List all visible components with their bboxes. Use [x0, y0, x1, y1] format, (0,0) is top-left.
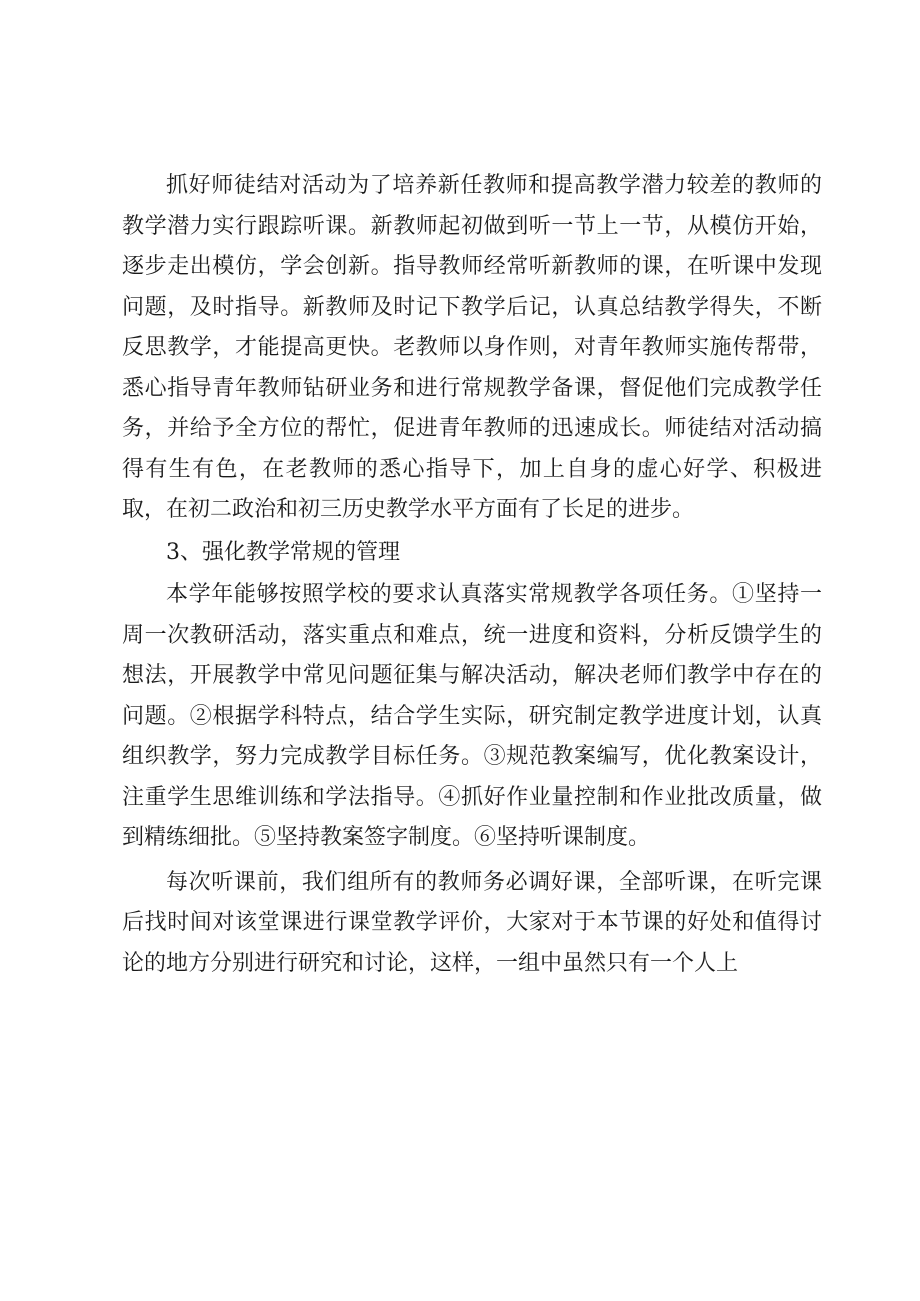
paragraph-teaching-tasks: 本学年能够按照学校的要求认真落实常规教学各项任务。①坚持一周一次教研活动，落实重点和难点，统一进度和资料，分析反馈学生的想法，开展教学中常见问题征集与解决活动，解决老师们教学中存在的问题。②根据学科特点，结合学生实际，研究制定教学进度计划，认真组织教学，努力完成教学目标任务。③规范教案编写，优化教案设计，注重学生思维训练和学法指导。④抓好作业量控制和作业批改质量，做到精练细批。⑤坚持教案签字制度。⑥坚持听课制度。 [122, 582, 822, 850]
paragraph-mentorship: 抓好师徒结对活动为了培养新任教师和提高教学潜力较差的教师的教学潜力实行跟踪听课。新教师起初做到听一节上一节，从模仿开始，逐步走出模仿，学会创新。指导教师经常听新教师的课，在听课中发现问题，及时指导。新教师及时记下教学后记，认真总结教学得失，不断反思教学，才能提高更快。老教师以身作则，对青年教师实施传帮带，悉心指导青年教师钻研业务和进行常规教学备课，督促他们完成教学任务，并给予全方位的帮忙，促进青年教师的迅速成长。师徒结对活动搞得有生有色，在老教师的悉心指导下，加上自身的虚心好学、积极进取，在初二政治和初三历史教学水平方面有了长足的进步。 [122, 173, 822, 522]
paragraph-lesson-observation: 每次听课前，我们组所有的教师务必调好课，全部听课，在听完课后找时间对该堂课进行课堂教学评价，大家对于本节课的好处和值得讨论的地方分别进行研究和讨论，这样，一组中虽然只有一个人上 [122, 869, 822, 976]
section-heading-teaching-routine: 3、强化教学常规的管理 [166, 539, 400, 565]
document-body [122, 166, 822, 984]
